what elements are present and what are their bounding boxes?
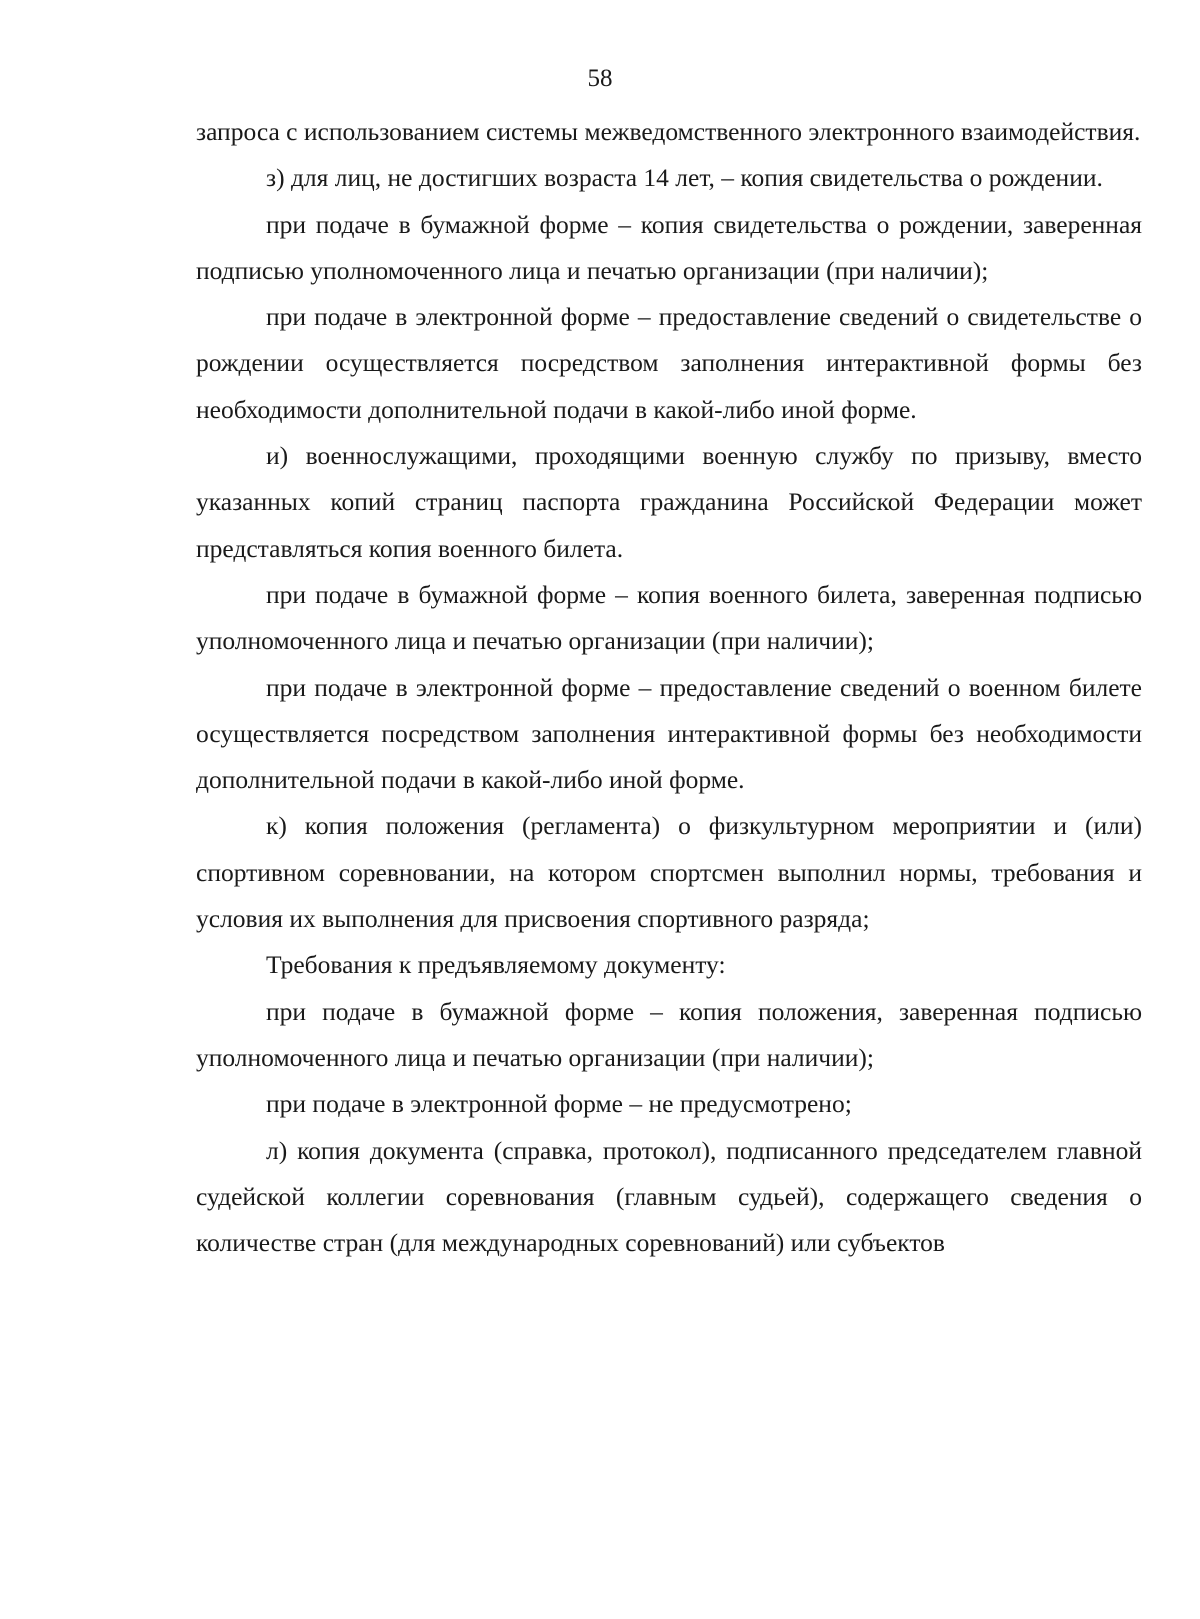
paragraph-item-k-electronic: при подаче в электронной форме – не предусмотрено; — [266, 1089, 852, 1119]
paragraph-item-l: л) копия документа (справка, протокол), подписанного председателем главной судейской коллегии соревнования (главным судьей), содержащего сведения о количестве стран (для международных соревнований) или субъектов — [196, 1135, 1142, 1258]
body-text — [196, 109, 1142, 1266]
paragraph-item-k-paper: при подаче в бумажной форме – копия положения, заверенная подписью уполномоченного лица и печатью организации (при наличии); — [196, 996, 1142, 1072]
paragraph-item-i-paper: при подаче в бумажной форме – копия военного билета, заверенная подписью уполномоченного лица и печатью организации (при наличии); — [196, 579, 1142, 656]
paragraph-item-z-paper: при подаче в бумажной форме – копия свидетельства о рождении, заверенная подписью уполномоченного лица и печатью организации (при наличии); — [196, 209, 1142, 285]
paragraph-item-z: з) для лиц, не достигших возраста 14 лет, – копия свидетельства о рождении. — [266, 163, 1103, 193]
paragraph-item-i: и) военнослужащими, проходящими военную службу по призыву, вместо указанных копий страниц паспорта гражданина Российской Федерации может представляться копия военного билета. — [196, 441, 1142, 563]
paragraph-request-continuation: запроса с использованием системы межведомственного электронного взаимодействия. — [196, 117, 1141, 146]
paragraph-item-z-electronic: при подаче в электронной форме – предоставление сведений о свидетельстве о рождении осуществляется посредством заполнения интерактивной формы без необходимости дополнительной подачи в какой-либо иной форме. — [196, 302, 1142, 424]
paragraph-item-i-electronic: при подаче в электронной форме – предоставление сведений о военном билете осуществляется посредством заполнения интерактивной формы без необходимости дополнительной подачи в какой-либо иной форме. — [196, 672, 1142, 795]
paragraph-item-k: к) копия положения (регламента) о физкультурном мероприятии и (или) спортивном соревновании, на котором спортсмен выполнил нормы, требования и условия их выполнения для присвоения спортивного разряда; — [196, 811, 1142, 934]
page-number: 58 — [587, 65, 613, 92]
paragraph-requirements-heading: Требования к предъявляемому документу: — [266, 950, 726, 980]
